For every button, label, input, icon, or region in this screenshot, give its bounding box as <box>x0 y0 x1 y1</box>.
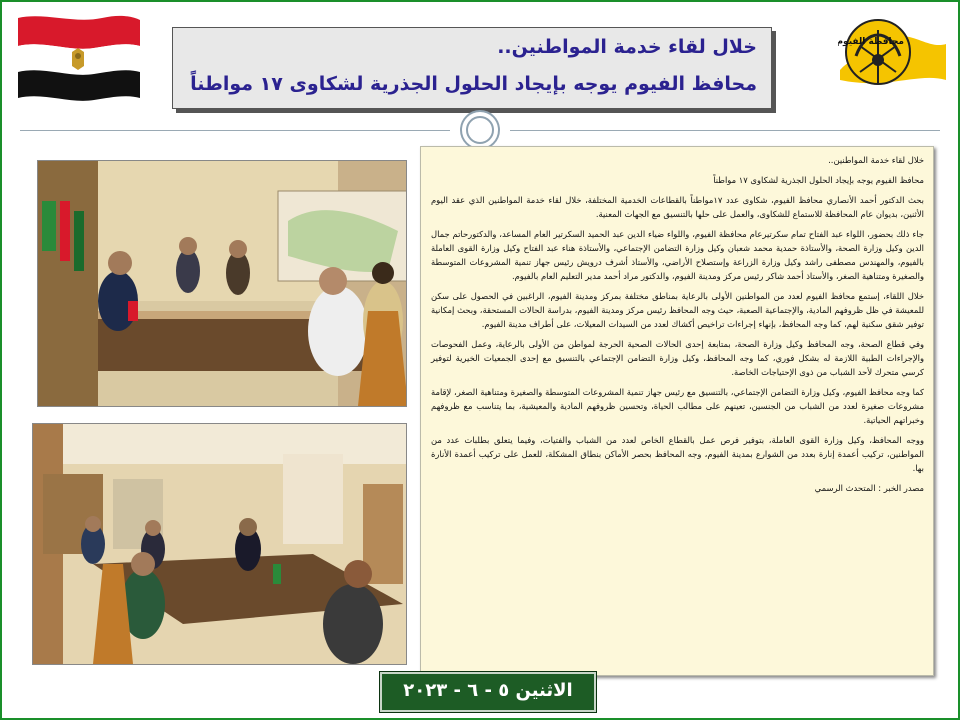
egypt-flag-icon <box>14 12 144 104</box>
logo-text: محافظة الفيوم <box>838 37 904 47</box>
article-paragraph: وفي قطاع الصحة، وجه المحافظ وكيل وزارة الصحة، بمتابعة إحدى الحالات الصحية الحرجة لمواطن من الأولى بالرعاية، وعمل الفحوصات والإجراءات الطبية اللازمة له بشكل فوري، كما وجه المحافظ، وكيل وزارة التضامن الإجتماعي بالتنسيق مع إحدى الجمعيات الخيرية لتوفير كرسي متحرك لأحد الشباب من ذوى الإحتياجات الخاصة. <box>431 339 924 377</box>
article-paragraph: بحث الدكتور أحمد الأنصاري محافظ الفيوم، شكاوى عدد ١٧مواطناً بالقطاعات الخدمية المختلفة، خلال لقاء خدمة المواطنين الذي عقد اليوم الأثنين، بديوان عام المحافظة للاستماع للشكاوى، والعمل على حلها بالتنسيق مع الجهات المعنية. <box>431 195 924 219</box>
article-panel <box>420 146 934 676</box>
article-paragraph: خلال اللقاء، إستمع محافظ الفيوم لعدد من المواطنين الأولى بالرعاية بمناطق مختلفة بمركز ومدينة الفيوم، الراغبين في الحصول على سكن للمعيشة في ظل ظروفهم المادية، والإجتماعية الصعبة، حيث وجه المحافظ رئيس مركز ومدينة الفيوم، بدراسة الحالات المستحقة، وبحث إمكانية توفير شقق سكنية لهم، كما وجه المحافظ، بإنهاء إجراءات تراخيص أكشاك لعدد من السيدات المعيلات، على أطراف مدينة الفيوم. <box>431 291 924 329</box>
date-box <box>380 672 596 712</box>
headline-line-1: خلال لقاء خدمة المواطنين.. <box>497 36 757 58</box>
article-paragraph: محافظ الفيوم يوجه بإيجاد الحلول الجذرية لشكاوى ١٧ مواطناً <box>713 175 924 185</box>
fayoum-governorate-logo <box>838 10 948 105</box>
headline-line-2: محافظ الفيوم يوجه بإيجاد الحلول الجذرية لشكاوى ١٧ مواطناً <box>190 73 757 95</box>
headline-box <box>172 27 772 109</box>
meeting-photo-1 <box>37 160 407 407</box>
date-label: الاثنين ٥ - ٦ - ٢٠٢٣ <box>403 680 573 701</box>
divider-left <box>20 130 450 131</box>
meeting-photo-2 <box>32 423 407 665</box>
article-text <box>431 153 924 501</box>
article-paragraph: كما وجه محافظ الفيوم، وكيل وزارة التضامن الإجتماعي، بالتنسيق مع رئيس جهاز تنمية المشروعات المتوسطة والصغيرة ومتناهية الصغر، لإقامة مشروعات صغيرة لعدد من الشباب من الجنسين، تعينهم على مطالب الحياة، وتحسين ظروفهم المادية والمعيشية، بما يتناسب مع ظروفهم وخبراتهم الحياتية. <box>431 387 924 425</box>
article-paragraph: جاء ذلك بحضور، اللواء عبد الفتاح تمام سكرتيرعام محافظة الفيوم، واللواء ضياء الدين عبد الحميد السكرتير العام المساعد، والدكتورحاتم جمال الدين وكيل وزارة الصحة، والأستاذة حمدية محمد شعبان وكيل وزارة التضامن الإجتماعي، والأستاذة هناء عبد الفتاح وكيل وزارة القوى العاملة بالفيوم، والمهندس مصطفى راشد وكيل وزارة الزراعة وإستصلاح الأراضي، والأستاذ أشرف درويش رئيس جهاز تنمية المشروعات المتوسطة والصغيرة ومتناهية الصغر، والأستاذ أحمد شاكر رئيس مركز ومدينة الفيوم، والدكتور مراد أحمد مدير التعليم العام بالفيوم. <box>431 229 924 281</box>
article-paragraph: خلال لقاء خدمة المواطنين.. <box>828 155 924 165</box>
article-source: مصدر الخبر : المتحدث الرسمي <box>814 483 924 493</box>
article-paragraph: ووجه المحافظ، وكيل وزارة القوى العاملة، بتوفير فرص عمل بالقطاع الخاص لعدد من الشباب والفتيات، وفيما يتعلق بطلبات عدد من المواطنين، تركيب أعمدة إنارة بعدد من الشوارع بمدينة الفيوم، وجه المحافظ بحصر الأماكن بنطاق المشكلة، للعمل على تركيب أعمدة الأنارة بها. <box>431 435 924 473</box>
divider-right <box>510 130 940 131</box>
